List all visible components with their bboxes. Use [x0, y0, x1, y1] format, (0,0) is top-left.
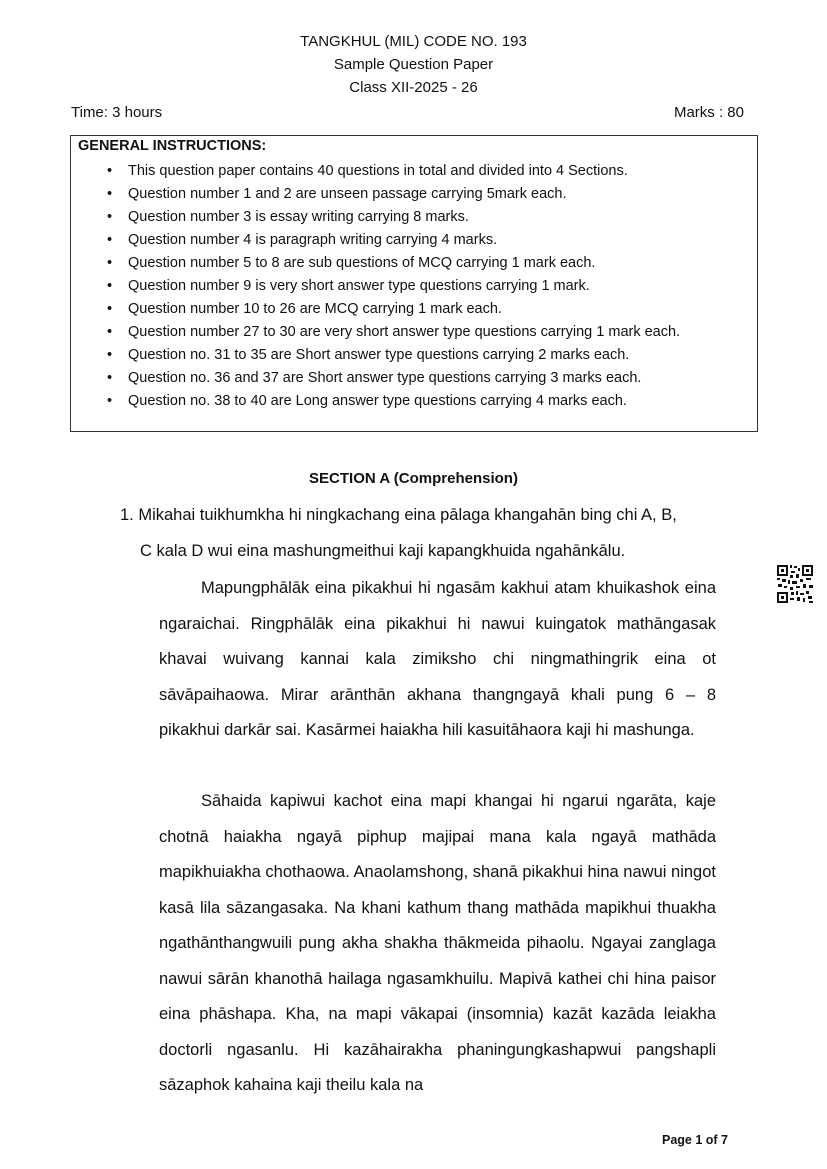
instruction-item: • Question number 4 is paragraph writing carrying 4 marks. — [107, 229, 753, 252]
bullet-icon: • — [107, 209, 113, 225]
instruction-item: • Question number 9 is very short answer type questions carrying 1 mark. — [107, 275, 753, 298]
passage-paragraph-2: Sāhaida kapiwui kachot eina mapi khangai hi ngarui ngarāta, kaje chotnā haiakha ngayā piphup majipai mana kala ngayā mathāda mapikhuiakha chothaowa. Anaolamshong, shanā pikakhui hina nawui ningot kasā lila sāzangasaka. Na khani kathum thang mathāda mapikhui thuakha ngathānthangwuili pung akha shakha thākmeida pihaolu. Ngayai zanglaga nawui sārān khanothā hailaga ngasamkhuilu. Mapivā kathei chi hina paisor eina phāshapa. Kha, na mapi vākapai (insomnia) kazāt kazāda leiakha doctorli ngasanlu. Hi kazāhairakha phaningungkashapwui pangshapli sāzaphok kahaina kaji theilu kala na — [159, 792, 716, 1094]
paper-subtitle: Sample Question Paper — [333, 56, 494, 73]
bullet-icon: • — [107, 186, 113, 202]
paper-code-title: TANGKHUL (MIL) CODE NO. 193 — [300, 33, 527, 50]
question-1-line-2: C kala D wui eina mashungmeithui kaji kapangkhuida ngahānkālu. — [140, 542, 626, 560]
page-number: Page 1 of 7 — [662, 1133, 728, 1147]
bullet-icon: • — [107, 232, 113, 248]
bullet-icon: • — [107, 301, 113, 317]
bullet-icon: • — [107, 370, 113, 386]
instruction-item: • Question no. 36 and 37 are Short answer type questions carrying 3 marks each. — [107, 367, 753, 390]
bullet-icon: • — [107, 278, 113, 294]
instructions-list — [107, 160, 753, 413]
passage-paragraph-1: Mapungphālāk eina pikakhui hi ngasām kakhui atam khuikashok eina ngaraichai. Ringphālāk eina pikakhui hi nawui kuingatok mathāngasak khavai wuivang kannai kala zimiksho chi ningmathingrik eina ot sāvāpaihaowa. Mirar arānthān akhana thangngayā khali pung 6 – 8 pikakhui darkār sai. Kasārmei haiakha hili kasuitāhaora kaji hi mashunga. — [159, 579, 716, 739]
class-year: Class XII-2025 - 26 — [349, 79, 478, 96]
question-1-line-1: 1. Mikahai tuikhumkha hi ningkachang eina pālaga khangahān bing chi A, B, — [120, 506, 677, 524]
instruction-item: • Question no. 31 to 35 are Short answer type questions carrying 2 marks each. — [107, 344, 753, 367]
instruction-item: • Question number 27 to 30 are very short answer type questions carrying 1 mark each. — [107, 321, 753, 344]
instruction-item: • Question number 3 is essay writing carrying 8 marks. — [107, 206, 753, 229]
bullet-icon: • — [107, 393, 113, 409]
instruction-item: • This question paper contains 40 questions in total and divided into 4 Sections. — [107, 160, 753, 183]
instruction-item: • Question number 1 and 2 are unseen passage carrying 5mark each. — [107, 183, 753, 206]
bullet-icon: • — [107, 255, 113, 271]
marks-label: Marks : 80 — [673, 104, 744, 121]
bullet-icon: • — [107, 324, 113, 340]
instruction-item: • Question number 10 to 26 are MCQ carrying 1 mark each. — [107, 298, 753, 321]
qr-code-icon — [776, 564, 814, 604]
section-title: SECTION A (Comprehension) — [309, 470, 518, 487]
instruction-item: • Question no. 38 to 40 are Long answer type questions carrying 4 marks each. — [107, 390, 753, 413]
instruction-item: • Question number 5 to 8 are sub questions of MCQ carrying 1 mark each. — [107, 252, 753, 275]
instructions-title: GENERAL INSTRUCTIONS: — [78, 138, 267, 154]
time-label: Time: 3 hours — [71, 104, 163, 121]
bullet-icon: • — [107, 163, 113, 179]
bullet-icon: • — [107, 347, 113, 363]
